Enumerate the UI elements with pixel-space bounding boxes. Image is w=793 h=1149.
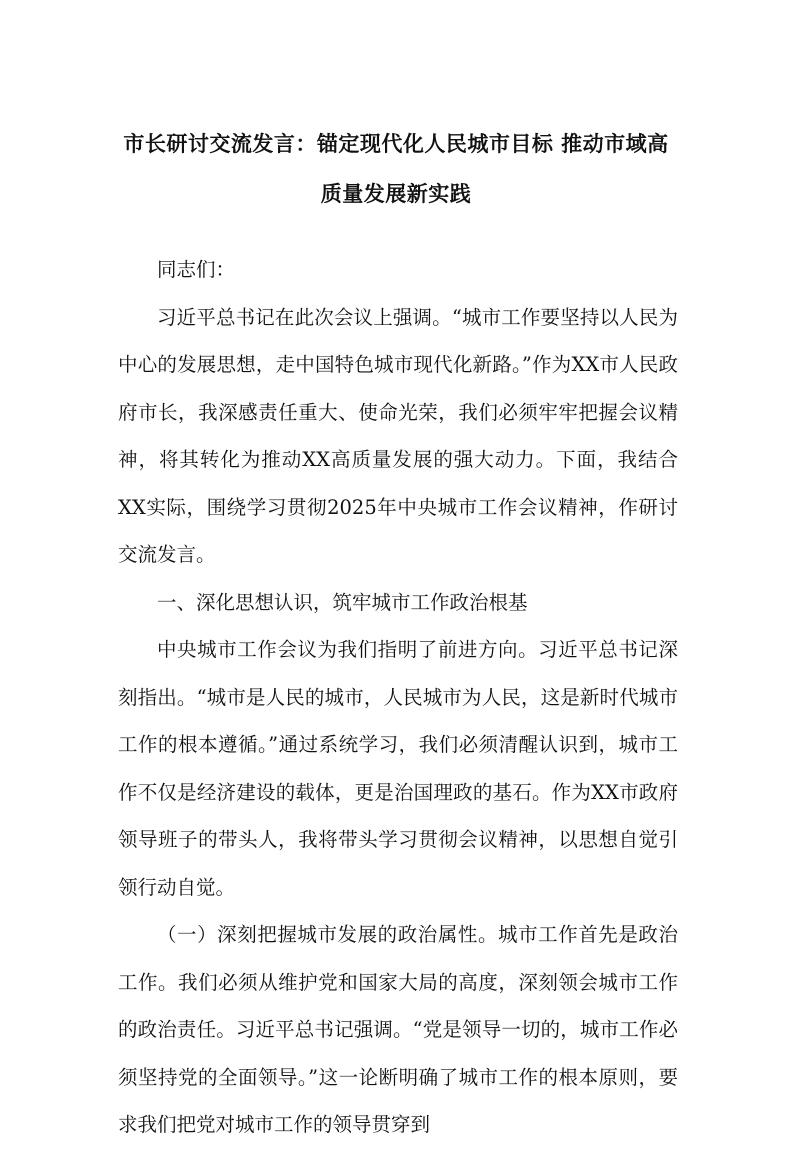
document-body (118, 246, 678, 1149)
section-heading-1: 一、深化思想认识，筑牢城市工作政治根基 (157, 590, 528, 614)
paragraph-intro: 习近平总书记在此次会议上强调。“城市工作要坚持以人民为中心的发展思想，走中国特色城市现代化新路。”作为XX市人民政府市长，我深感责任重大、使命光荣，我们必须牢牢把握会议精神，将其转化为推动XX高质量发展的强大动力。下面，我结合XX实际，围绕学习贯彻2025年中央城市工作会议精神，作研讨交流发言。 (118, 305, 678, 566)
document-title-line-1: 市长研讨交流发言：锚定现代化人民城市目标 推动市域高 (123, 132, 669, 156)
document-title-line-2: 质量发展新实践 (320, 182, 472, 206)
salutation: 同志们： (157, 258, 236, 281)
paragraph-subsection-1: （一）深刻把握城市发展的政治属性。城市工作首先是政治工作。我们必须从维护党和国家大局的高度，深刻领会城市工作的政治责任。习近平总书记强调。“党是领导一切的，城市工作必须坚持党的全面领导。”这一论断明确了城市工作的根本原则，要求我们把党对城市工作的领导贯穿到 (118, 923, 678, 1136)
paragraph-section-1: 中央城市工作会议为我们指明了前进方向。习近平总书记深刻指出。“城市是人民的城市，人民城市为人民，这是新时代城市工作的根本遵循。”通过系统学习，我们必须清醒认识到，城市工作不仅是经济建设的载体，更是治国理政的基石。作为XX市政府领导班子的带头人，我将带头学习贯彻会议精神，以思想自觉引领行动自觉。 (118, 638, 678, 899)
